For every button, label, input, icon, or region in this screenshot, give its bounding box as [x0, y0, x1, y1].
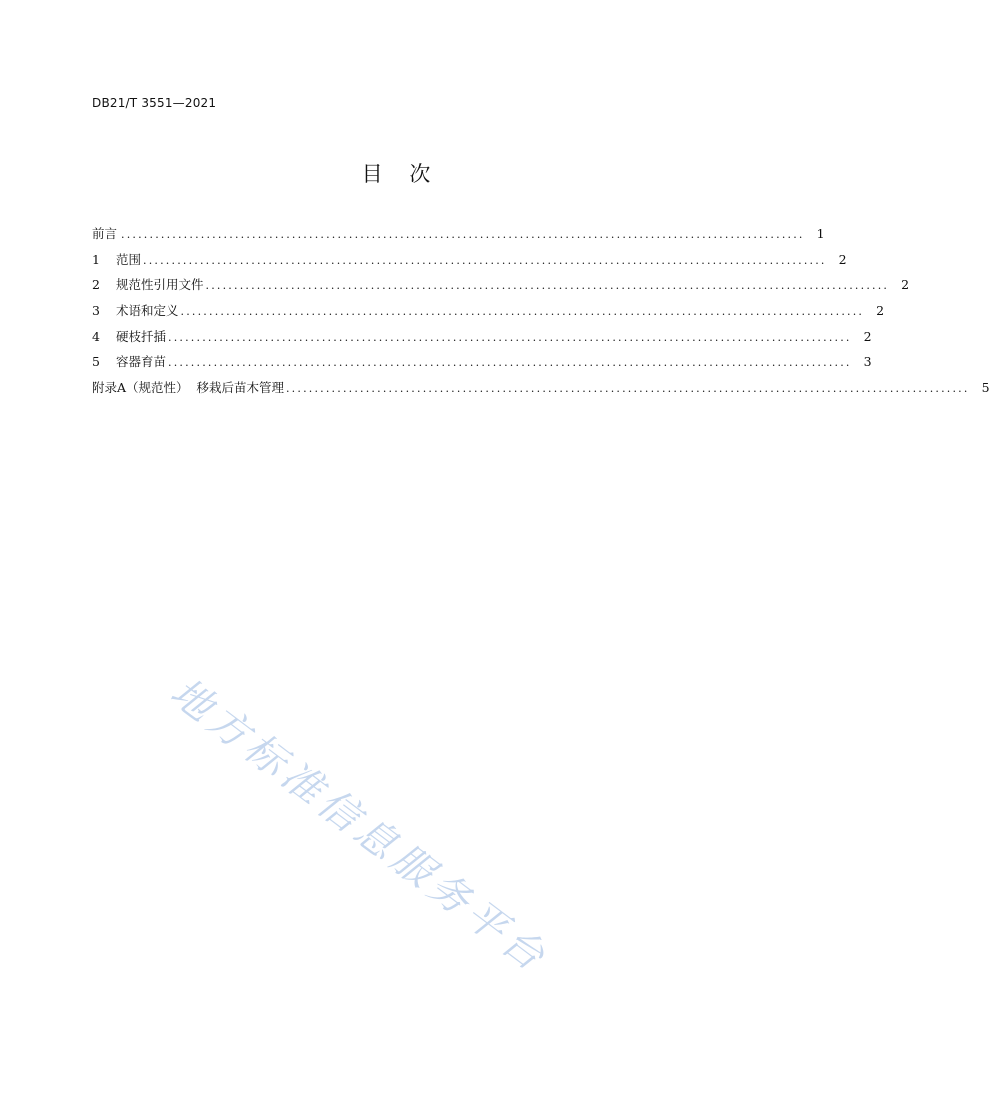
watermark-text: 地方标准信息服务平台 [161, 669, 557, 983]
toc-item-label: 附录A（规范性） 移栽后苗木管理 [92, 380, 284, 396]
toc-item-page: 5 [981, 380, 990, 396]
toc-leader-dots: ........................................................................................................................ [168, 356, 852, 370]
toc-item-scope[interactable] [92, 250, 847, 276]
toc-item-label: 范围 [116, 251, 142, 267]
toc-item-terms-definitions[interactable] [92, 301, 885, 327]
toc-item-page: 3 [863, 354, 872, 370]
toc-item-label: 容器育苗 [116, 354, 167, 370]
toc-title: 目 次 [361, 162, 431, 186]
toc-leader-dots: ........................................................................................................................ [168, 330, 852, 344]
toc-list [92, 224, 990, 404]
toc-item-label: 规范性引用文件 [116, 277, 204, 293]
toc-item-page: 2 [876, 303, 885, 319]
toc-leader-dots: ........................................................................................................................ [121, 228, 805, 241]
toc-item-page: 2 [863, 328, 872, 344]
toc-leader-dots: ........................................................................................................................ [205, 279, 890, 293]
toc-item-page: 2 [838, 251, 847, 267]
toc-item-hardwood-cutting[interactable] [92, 327, 872, 353]
toc-item-label: 前言 [92, 226, 118, 241]
toc-leader-dots: ........................................................................................................................ [285, 382, 970, 396]
toc-item-page: 2 [901, 277, 910, 293]
toc-item-label: 硬枝扦插 [116, 328, 167, 344]
toc-item-normative-references[interactable] [92, 275, 910, 301]
document-code: DB21/T 3551—2021 [92, 96, 217, 110]
toc-item-appendix-a[interactable] [92, 378, 990, 404]
toc-leader-dots: ........................................................................................................................ [143, 253, 827, 267]
toc-item-number: 1 [92, 251, 100, 267]
toc-item-number: 5 [92, 354, 100, 370]
toc-item-foreword[interactable] [92, 224, 825, 250]
toc-item-number: 3 [92, 303, 100, 319]
toc-leader-dots: ........................................................................................................................ [180, 305, 865, 319]
toc-item-container-seedling[interactable] [92, 352, 872, 378]
toc-item-number: 4 [92, 328, 100, 344]
toc-item-label: 术语和定义 [116, 303, 179, 319]
toc-item-page: 1 [816, 226, 825, 241]
toc-item-number: 2 [92, 277, 100, 293]
